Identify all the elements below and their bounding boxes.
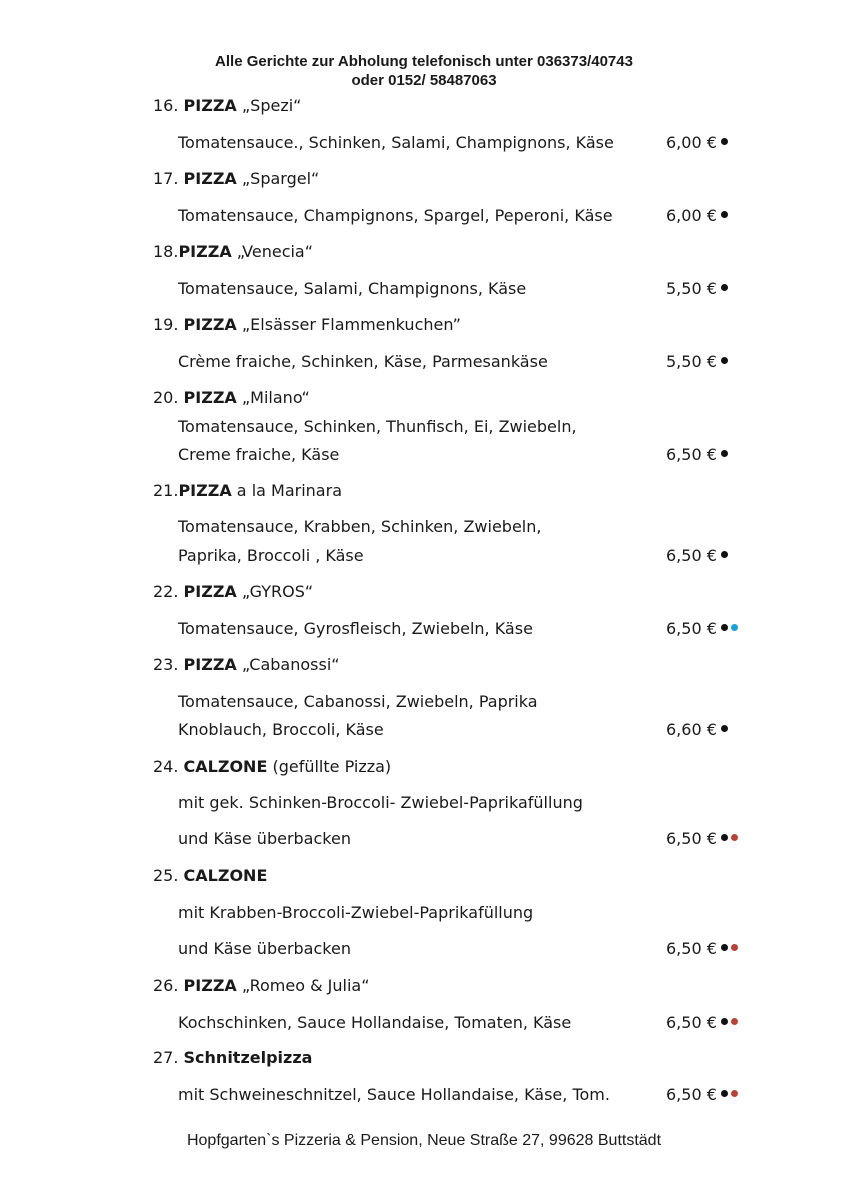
- item-number: 19.: [153, 315, 184, 334]
- item-price: 6,50 €: [666, 829, 717, 848]
- black-dot-icon: [721, 834, 728, 841]
- menu-item-title: [153, 169, 319, 189]
- menu-item-title: [153, 1048, 312, 1068]
- item-name: „GYROS“: [236, 582, 314, 601]
- item-description: Tomatensauce, Cabanossi, Zwiebeln, Paprika: [178, 692, 538, 711]
- black-dot-icon: [721, 138, 728, 145]
- item-description: Tomatensauce, Schinken, Thunfisch, Ei, Zwiebeln,: [178, 417, 577, 436]
- item-kind: PIZZA: [183, 655, 237, 674]
- item-price: 5,50 €: [666, 279, 717, 298]
- menu-item-title: [153, 866, 267, 886]
- black-dot-icon: [721, 284, 728, 291]
- item-price: 6,50 €: [666, 1085, 717, 1104]
- item-price-row: [666, 1085, 738, 1105]
- item-name: „Spezi“: [236, 96, 302, 115]
- item-number: 22.: [153, 582, 184, 601]
- menu-item-title: [153, 481, 342, 501]
- item-name: „Romeo & Julia“: [236, 976, 370, 995]
- red-dot-icon: [731, 834, 738, 841]
- item-name: „Venecia“: [231, 242, 314, 261]
- item-kind: CALZONE: [183, 866, 268, 885]
- item-price-row: [666, 829, 738, 849]
- item-price-row: [666, 939, 738, 959]
- item-number: 23.: [153, 655, 184, 674]
- item-price-row: [666, 352, 728, 372]
- item-name: „Cabanossi“: [236, 655, 340, 674]
- item-kind: PIZZA: [178, 481, 232, 500]
- item-price-row: [666, 445, 728, 465]
- menu-item-title: [153, 976, 370, 996]
- item-number: 18.: [153, 242, 179, 261]
- menu-item-title: [153, 315, 461, 335]
- item-description: Knoblauch, Broccoli, Käse: [178, 720, 384, 739]
- item-number: 17.: [153, 169, 184, 188]
- item-number: 25.: [153, 866, 184, 885]
- item-price-row: [666, 206, 728, 226]
- item-kind: Schnitzelpizza: [183, 1048, 313, 1067]
- item-description: Tomatensauce, Krabben, Schinken, Zwiebeln,: [178, 517, 542, 536]
- item-kind: PIZZA: [183, 315, 237, 334]
- menu-item-title: [153, 388, 310, 408]
- header-phone-line-1: Alle Gerichte zur Abholung telefonisch unter 036373/40743: [215, 53, 633, 70]
- menu-item-title: [153, 242, 313, 262]
- red-dot-icon: [731, 1090, 738, 1097]
- item-number: 21.: [153, 481, 179, 500]
- item-price: 6,00 €: [666, 133, 717, 152]
- black-dot-icon: [721, 551, 728, 558]
- item-price-row: [666, 279, 728, 299]
- item-price: 6,50 €: [666, 939, 717, 958]
- item-description: und Käse überbacken: [178, 829, 351, 848]
- item-name: a la Marinara: [231, 481, 342, 500]
- item-number: 20.: [153, 388, 184, 407]
- item-description: mit Schweineschnitzel, Sauce Hollandaise, Käse, Tom.: [178, 1085, 610, 1104]
- item-description: Kochschinken, Sauce Hollandaise, Tomaten, Käse: [178, 1013, 572, 1032]
- item-number: 26.: [153, 976, 184, 995]
- item-name: (gefüllte Pizza): [267, 757, 392, 776]
- item-description: Tomatensauce., Schinken, Salami, Champignons, Käse: [178, 133, 614, 152]
- item-number: 16.: [153, 96, 184, 115]
- blue-dot-icon: [731, 624, 738, 631]
- item-number: 24.: [153, 757, 184, 776]
- menu-item-title: [153, 582, 313, 602]
- item-price-row: [666, 1013, 738, 1033]
- red-dot-icon: [731, 944, 738, 951]
- red-dot-icon: [731, 1018, 738, 1025]
- item-kind: PIZZA: [183, 169, 237, 188]
- item-price: 6,50 €: [666, 619, 717, 638]
- item-price: 6,50 €: [666, 445, 717, 464]
- item-price-row: [666, 133, 728, 153]
- item-name: „Spargel“: [236, 169, 320, 188]
- item-price: 6,00 €: [666, 206, 717, 225]
- header-phone-line-2: oder 0152/ 58487063: [351, 72, 497, 89]
- item-price: 6,50 €: [666, 1013, 717, 1032]
- item-price-row: [666, 546, 728, 566]
- item-kind: PIZZA: [183, 976, 237, 995]
- item-kind: PIZZA: [183, 388, 237, 407]
- item-description: und Käse überbacken: [178, 939, 351, 958]
- item-kind: PIZZA: [183, 96, 237, 115]
- item-description: mit Krabben-Broccoli-Zwiebel-Paprikafüllung: [178, 903, 534, 922]
- item-price: 5,50 €: [666, 352, 717, 371]
- black-dot-icon: [721, 357, 728, 364]
- item-name: „Milano“: [236, 388, 310, 407]
- black-dot-icon: [721, 944, 728, 951]
- item-kind: CALZONE: [183, 757, 268, 776]
- restaurant-address-footer: Hopfgarten`s Pizzeria & Pension, Neue Straße 27, 99628 Buttstädt: [186, 1132, 662, 1149]
- black-dot-icon: [721, 1090, 728, 1097]
- item-kind: PIZZA: [178, 242, 232, 261]
- item-price: 6,50 €: [666, 546, 717, 565]
- black-dot-icon: [721, 725, 728, 732]
- item-kind: PIZZA: [183, 582, 237, 601]
- black-dot-icon: [721, 211, 728, 218]
- black-dot-icon: [721, 624, 728, 631]
- item-description: mit gek. Schinken-Broccoli- Zwiebel-Paprikafüllung: [178, 793, 583, 812]
- black-dot-icon: [721, 1018, 728, 1025]
- item-description: Tomatensauce, Salami, Champignons, Käse: [178, 279, 527, 298]
- menu-item-title: [153, 655, 340, 675]
- item-description: Creme fraiche, Käse: [178, 445, 340, 464]
- item-number: 27.: [153, 1048, 184, 1067]
- item-description: Tomatensauce, Gyrosfleisch, Zwiebeln, Käse: [178, 619, 533, 638]
- item-price: 6,60 €: [666, 720, 717, 739]
- black-dot-icon: [721, 450, 728, 457]
- item-name: „Elsässer Flammenkuchen”: [236, 315, 461, 334]
- item-price-row: [666, 619, 738, 639]
- menu-item-title: [153, 757, 391, 777]
- item-price-row: [666, 720, 728, 740]
- menu-item-title: [153, 96, 301, 116]
- item-description: Crème fraiche, Schinken, Käse, Parmesankäse: [178, 352, 548, 371]
- item-description: Paprika, Broccoli , Käse: [178, 546, 364, 565]
- item-description: Tomatensauce, Champignons, Spargel, Peperoni, Käse: [178, 206, 613, 225]
